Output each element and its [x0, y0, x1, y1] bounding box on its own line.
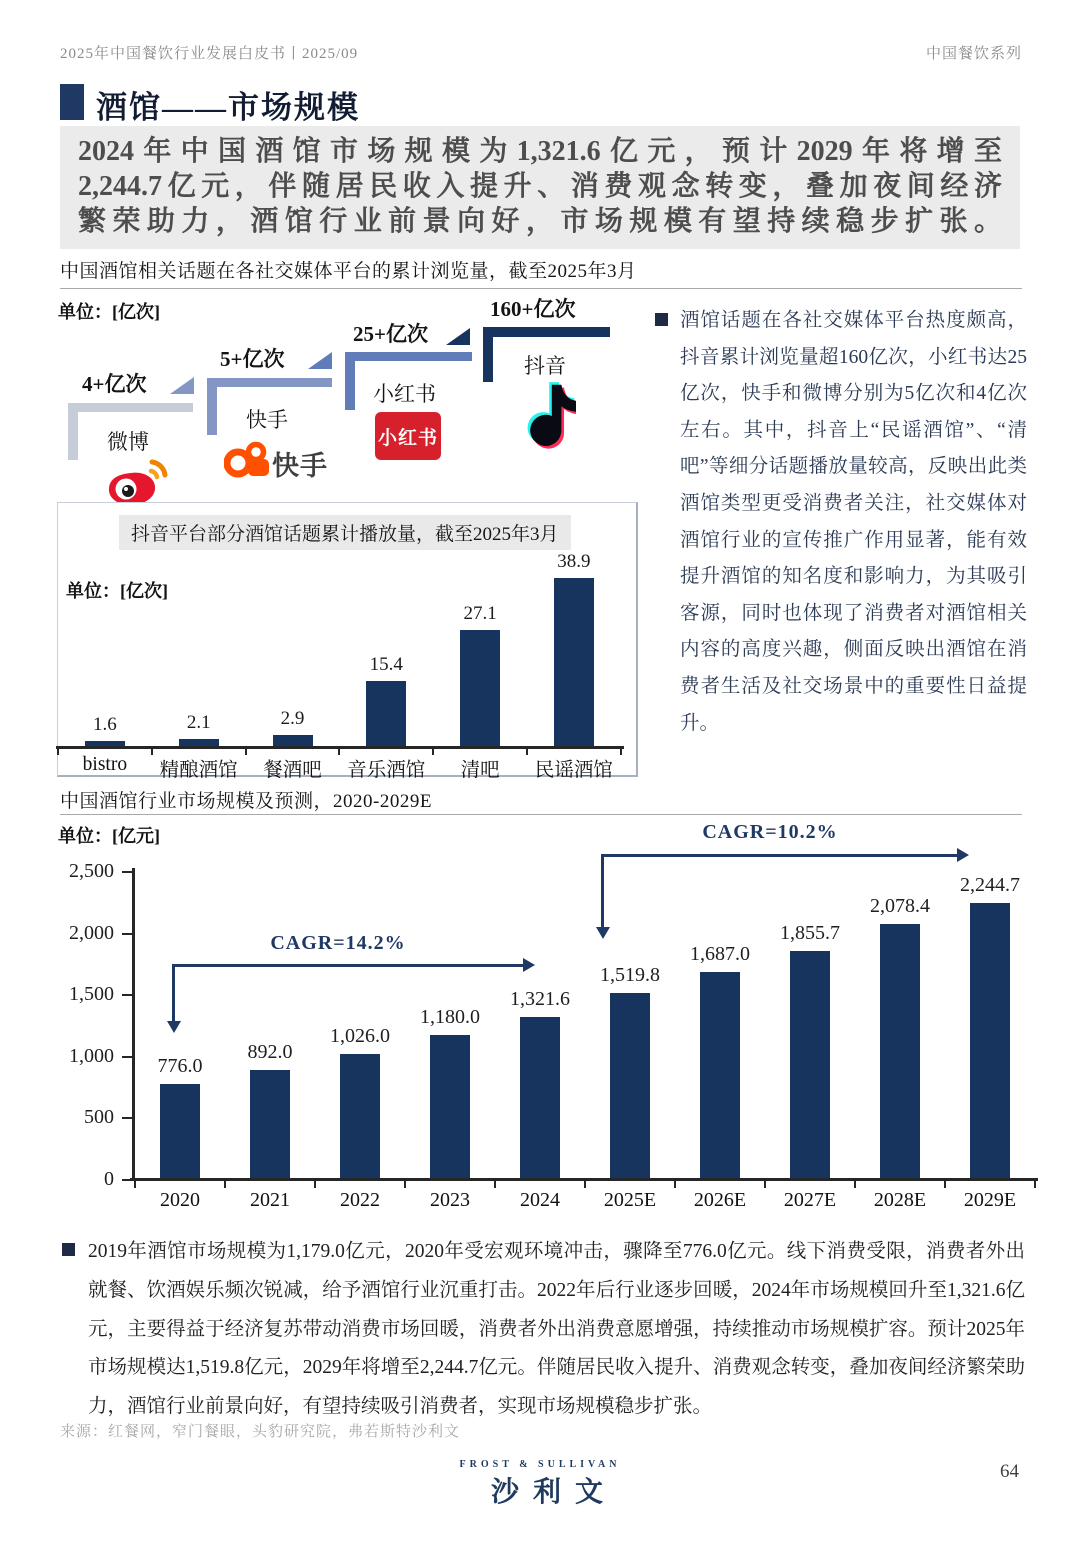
- bar-value-label: 776.0: [157, 1055, 203, 1077]
- axis-tick: [854, 1181, 856, 1188]
- axis-tick: [122, 871, 132, 873]
- source-note: 来源：红餐网，窄门餐眼，头豹研究院，弗若斯特沙利文: [60, 1424, 461, 1440]
- x-axis-label: 清吧: [460, 760, 500, 781]
- xiaohongshu-icon: 小红书: [375, 412, 441, 460]
- axis-tick: [122, 1117, 132, 1119]
- douyin-chart-title: 抖音平台部分酒馆话题累计播放量，截至2025年3月: [119, 515, 571, 550]
- social-section-title: 中国酒馆相关话题在各社交媒体平台的累计浏览量，截至2025年3月: [60, 261, 637, 282]
- bar-value-label: 1,026.0: [330, 1025, 390, 1047]
- x-axis-label: 2025E: [603, 1189, 657, 1211]
- axis-tick: [620, 748, 622, 755]
- kuaishou-logo-text: 快手: [272, 451, 328, 481]
- y-axis-label: 0: [104, 1168, 114, 1190]
- bar-value-label: 1,687.0: [690, 943, 750, 965]
- douyin-chart-unit: 单位：[亿次]: [66, 581, 168, 601]
- page-number: 64: [1000, 1461, 1019, 1482]
- market-commentary-text: 2019年酒馆市场规模为1,179.0亿元，2020年受宏观环境冲击，骤降至776.0亿元。线下消费受限，消费者外出就餐、饮酒娱乐频次锐减，给予酒馆行业沉重打击。2022年后行业逐步回暖，2024年市场规模回升至1,321.6亿元，主要得益于经济复苏带动消费市场回暖，消费者外出消费意愿增强，持续推动市场规模扩容。预计2025年市场规模达1,519.8亿元，2029年将增至2,244.7亿元。伴随居民收入提升、消费观念转变，叠加夜间经济繁荣助力，酒馆行业前景向好，有望持续吸引消费者，实现市场规模稳步扩张。: [88, 1241, 1025, 1418]
- axis-tick: [245, 748, 247, 755]
- axis-tick: [404, 1181, 406, 1188]
- x-axis-label: 音乐酒馆: [347, 760, 426, 781]
- summary-line-1: 2024年中国酒馆市场规模为1,321.6亿元，预计2029年将增至: [78, 136, 1002, 167]
- y-axis-label: 1,500: [69, 983, 114, 1006]
- bar: [340, 1054, 380, 1180]
- bar-value-label: 27.1: [463, 603, 497, 624]
- axis-tick: [224, 1181, 226, 1188]
- bar-value-label: 1.6: [93, 714, 117, 735]
- x-axis-label: 2021: [250, 1189, 290, 1211]
- xiaohongshu-views-label: 25+亿次: [353, 322, 428, 346]
- x-axis-label: 2022: [340, 1189, 380, 1211]
- header-left: 2025年中国餐饮行业发展白皮书丨2025/09: [60, 46, 359, 62]
- y-axis-label: 2,000: [69, 921, 114, 944]
- x-axis-label: 2029E: [963, 1189, 1017, 1211]
- axis-tick: [526, 748, 528, 755]
- social-unit-label: 单位：[亿次]: [58, 302, 160, 322]
- bar-value-label: 1,180.0: [420, 1006, 480, 1028]
- header-right: 中国餐饮系列: [925, 46, 1022, 62]
- bar-value-label: 2.1: [186, 712, 211, 733]
- douyin-label: 抖音: [524, 354, 566, 378]
- weibo-views-label: 4+亿次: [82, 372, 147, 396]
- bar: [790, 951, 830, 1180]
- axis-tick: [57, 748, 59, 755]
- y-axis-label: 1,000: [69, 1044, 114, 1067]
- x-axis-label: 民谣酒馆: [534, 760, 613, 781]
- bar-value-label: 38.9: [557, 551, 591, 572]
- bar-value-label: 15.4: [369, 654, 403, 675]
- x-axis-label: 餐酒吧: [263, 760, 322, 781]
- y-axis-label: 500: [84, 1106, 114, 1129]
- summary-line-2: 2,244.7亿元，伴随居民收入提升、消费观念转变，叠加夜间经济: [78, 171, 1002, 202]
- bar-value-label: 1,519.8: [600, 964, 660, 986]
- bar: [610, 993, 650, 1180]
- kuaishou-views-label: 5+亿次: [220, 347, 285, 371]
- x-axis-label: 2026E: [693, 1189, 747, 1211]
- cagr-label-2020-2024: CAGR=14.2%: [270, 932, 406, 954]
- weibo-label: 微博: [107, 430, 149, 454]
- bar: [460, 630, 500, 748]
- frost-sullivan-logo-en: FROST & SULLIVAN: [459, 1459, 621, 1470]
- bar: [970, 903, 1010, 1180]
- market-section-title: 中国酒馆行业市场规模及预测，2020-2029E: [60, 791, 432, 812]
- cagr-label-2025-2029: CAGR=10.2%: [702, 821, 838, 843]
- bar-value-label: 1,321.6: [510, 988, 570, 1010]
- axis-tick: [944, 1181, 946, 1188]
- summary-line-3: 繁荣助力，酒馆行业前景向好，市场规模有望持续稳步扩张。: [78, 206, 1002, 237]
- bar: [250, 1070, 290, 1180]
- x-axis-label: bistro: [82, 754, 128, 775]
- bar-value-label: 1,855.7: [780, 922, 840, 944]
- y-axis: [132, 868, 135, 1181]
- axis-tick: [584, 1181, 586, 1188]
- axis-tick: [122, 933, 132, 935]
- bar: [160, 1084, 200, 1180]
- axis-tick: [122, 1179, 132, 1181]
- y-axis-label: 2,500: [69, 860, 114, 882]
- xiaohongshu-label: 小红书: [373, 382, 436, 406]
- bar: [880, 924, 920, 1180]
- bar: [366, 681, 406, 748]
- axis-tick: [1034, 1181, 1036, 1188]
- market-unit-label: 单位：[亿元]: [58, 826, 160, 846]
- bar: [520, 1017, 560, 1180]
- x-axis-label: 2020: [160, 1189, 200, 1211]
- x-axis-label: 2023: [430, 1189, 470, 1211]
- bar-value-label: 2,078.4: [870, 895, 930, 917]
- douyin-views-label: 160+亿次: [490, 297, 576, 321]
- bar: [554, 578, 594, 748]
- axis-tick: [674, 1181, 676, 1188]
- kuaishou-label: 快手: [246, 408, 288, 432]
- axis-tick: [122, 1056, 132, 1058]
- bullet-icon: [62, 1243, 75, 1256]
- x-axis-label: 精酿酒馆: [159, 760, 238, 781]
- bar: [700, 972, 740, 1180]
- bar-value-label: 2,244.7: [960, 874, 1020, 896]
- axis-tick: [134, 1181, 136, 1188]
- axis-tick: [338, 748, 340, 755]
- bar-value-label: 2.9: [280, 708, 305, 729]
- axis-tick: [764, 1181, 766, 1188]
- axis-tick: [314, 1181, 316, 1188]
- axis-tick: [432, 748, 434, 755]
- bar: [430, 1035, 470, 1180]
- bar-value-label: 892.0: [247, 1041, 293, 1063]
- page-title: 酒馆——市场规模: [96, 90, 360, 125]
- frost-sullivan-logo-cn: 沙利文: [490, 1477, 617, 1508]
- x-axis-label: 2027E: [783, 1189, 837, 1211]
- axis-tick: [122, 994, 132, 996]
- social-commentary-text: 酒馆话题在各社交媒体平台热度颇高，抖音累计浏览量超160亿次，小红书达25亿次，快手和微博分别为5亿次和4亿次左右。其中，抖音上“民谣酒馆”、“清吧”等细分话题播放量较高，反映出此类酒馆类型更受消费者关注，社交媒体对酒馆行业的宣传推广作用显著，能有效提升酒馆的知名度和影响力，为其吸引客源，同时也体现了消费者对酒馆相关内容的高度兴趣，侧面反映出酒馆在消费者生活及社交场景中的重要性日益提升。: [680, 310, 1027, 734]
- axis-tick: [494, 1181, 496, 1188]
- x-axis-label: 2028E: [873, 1189, 927, 1211]
- x-axis-label: 2024: [520, 1189, 560, 1211]
- axis-tick: [151, 748, 153, 755]
